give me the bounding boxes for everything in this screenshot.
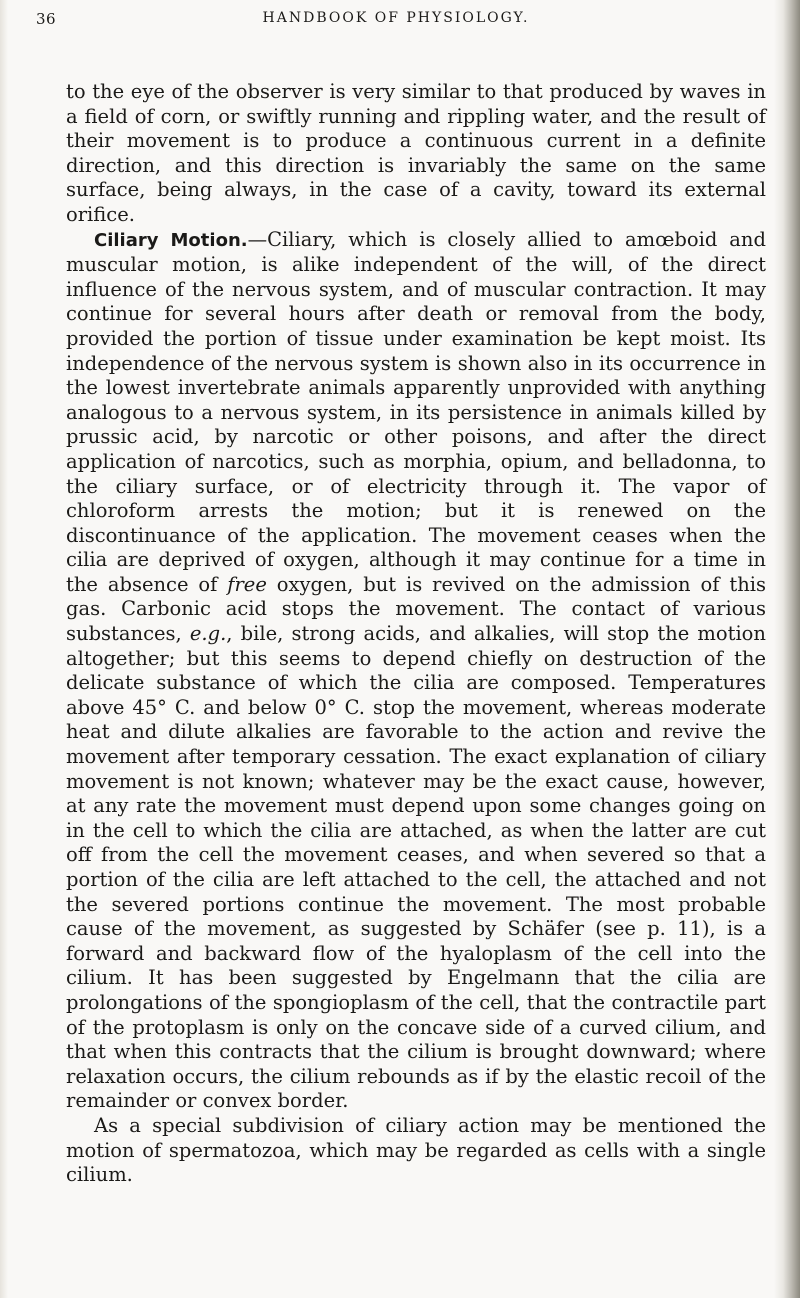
section-heading: Ciliary Motion. [94, 229, 248, 251]
paragraph-text: —Ciliary, which is closely allied to amœboid and muscular motion, is alike independent of the will, of the direct influence of the nervous system, and of muscular contraction. It may continue for several hours after death or removal from the body, provided the portion of tissue under examination be kept moist. Its independence of the nervous system is shown also in its occurrence in the lowest invertebrate animals apparently unprovided with anything analogous to a nervous system, in its persistence in animals killed by prussic acid, by narcotic or other poisons, and after the direct application of narcotics, such as morphia, opium, and belladonna, to the ciliary surface, or of electricity through it. The vapor of chloroform arrests the motion; but it is renewed on the discontinuance of the application. The movement ceases when the cilia are deprived of oxygen, although it may continue for a time in the absence of [66, 227, 766, 596]
running-head: HANDBOOK OF PHYSIOLOGY. [262, 10, 530, 26]
paragraph-text: , bile, strong acids, and alkalies, will stop the motion altogether; but this seems to depend chiefly on destruction of the delicate substance of which the cilia are composed. Temperatures above 45° C. and below 0° C. stop the movement, whereas moderate heat and dilute alkalies are favorable to the action and revive the movement after temporary cessation. The exact explanation of ciliary movement is not known; whatever may be the exact cause, however, at any rate the movement must depend upon some changes going on in the cell to which the cilia are attached, as when the latter are cut off from the cell the movement ceases, and when severed so that a portion of the cilia are left attached to the cell, the attached and not the severed portions continue the movement. The most probable cause of the movement, as suggested by Schäfer (see p. 11), is a forward and backward flow of the hyaloplasm of the cell into the cilium. It has been suggested by Engelmann that the cilia are prolongations of the spongioplasm of the cell, that the contractile part of the protoplasm is only on the concave side of a curved cilium, and that when this contracts that the cilium is brought downward; where relaxation occurs, the cilium rebounds as if by the elastic recoil of the remainder or convex border. [66, 622, 766, 1113]
paragraph-text: oxygen, but is revived on the admission of this gas. Carbonic acid stops the movement. The contact of various substances, [66, 572, 766, 646]
paragraph-continuation: to the eye of the observer is very similar to that produced by waves in a field of corn, or swiftly running and rippling water, and the result of their movement is to produce a continuous current in a definite direction, and this direction is invariably the same on the same surface, being always, in the case of a cavity, toward its external orifice. [66, 80, 766, 226]
italic-text: e.g. [189, 622, 227, 646]
paragraph-ciliary-motion [66, 228, 766, 1114]
page-left-shadow [0, 0, 8, 1298]
page-binding-shadow [774, 0, 800, 1298]
italic-text: free [227, 572, 267, 596]
page-header [36, 8, 756, 36]
paragraph-spermatozoa: As a special subdivision of ciliary action may be mentioned the motion of spermatozoa, which may be regarded as cells with a single cilium. [66, 1113, 766, 1187]
page-number: 36 [36, 10, 57, 28]
body-text [66, 80, 766, 1188]
